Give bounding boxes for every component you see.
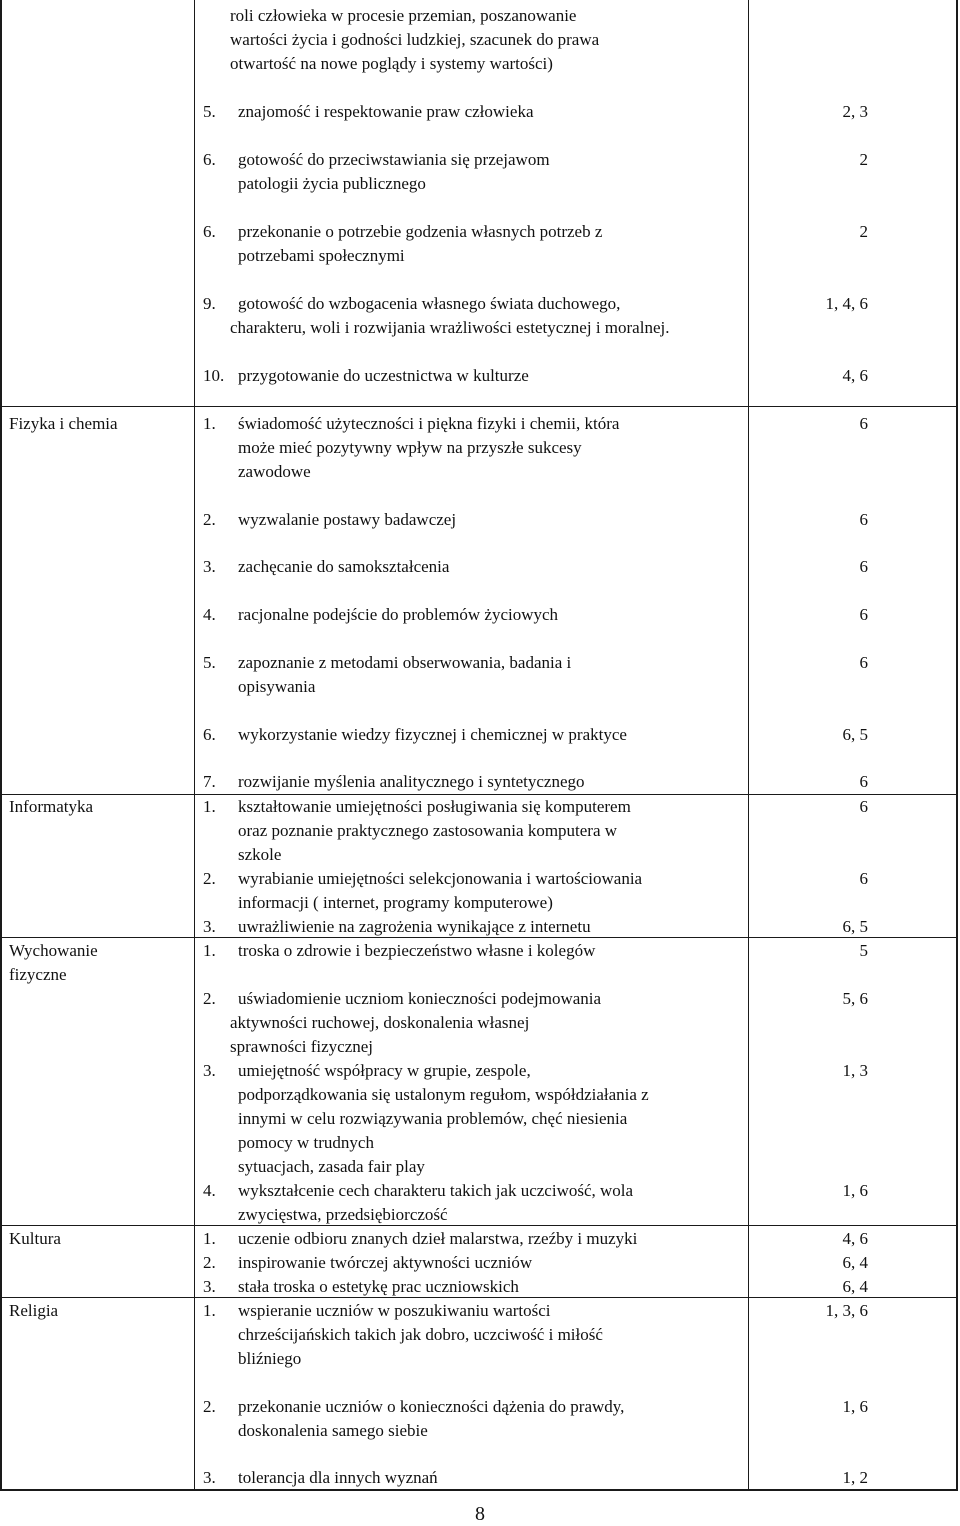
item-number: 2. bbox=[203, 869, 216, 888]
item-number: 6. bbox=[203, 725, 216, 744]
reference-value: 1, 3 bbox=[842, 1061, 868, 1080]
reference-value: 4, 6 bbox=[842, 366, 868, 385]
item-text: znajomość i respektowanie praw człowieka bbox=[238, 102, 534, 121]
reference-value: 6, 5 bbox=[842, 917, 868, 936]
table-border-right bbox=[956, 0, 958, 1490]
item-text: kształtowanie umiejętności posługiwania się komputerem bbox=[238, 797, 631, 816]
item-text: wartości życia i godności ludzkiej, szacunek do prawa bbox=[230, 30, 600, 49]
table-border-bottom bbox=[0, 1489, 958, 1491]
item-text: zawodowe bbox=[238, 462, 311, 481]
item-number: 2. bbox=[203, 989, 216, 1008]
item-number: 10. bbox=[203, 366, 225, 385]
item-text: opisywania bbox=[238, 677, 316, 696]
subject-label: Informatyka bbox=[9, 797, 94, 816]
item-number: 3. bbox=[203, 1468, 216, 1487]
item-number: 1. bbox=[203, 1229, 216, 1248]
item-number: 5. bbox=[203, 653, 216, 672]
item-text: przekonanie uczniów o konieczności dążenia do prawdy, bbox=[238, 1397, 625, 1416]
reference-value: 6 bbox=[859, 772, 868, 791]
reference-value: 1, 4, 6 bbox=[825, 294, 868, 313]
reference-value: 6 bbox=[859, 605, 868, 624]
item-text: gotowość do przeciwstawiania się przejawom bbox=[238, 150, 550, 169]
item-text: otwartość na nowe poglądy i systemy wartości) bbox=[230, 54, 553, 73]
item-text: świadomość użyteczności i piękna fizyki i chemii, która bbox=[238, 414, 620, 433]
item-text: patologii życia publicznego bbox=[238, 174, 426, 193]
item-number: 2. bbox=[203, 510, 216, 529]
item-text: może mieć pozytywny wpływ na przyszłe sukcesy bbox=[238, 438, 582, 457]
reference-value: 2 bbox=[859, 150, 868, 169]
item-text: wyzwalanie postawy badawczej bbox=[238, 510, 457, 529]
item-text: wykorzystanie wiedzy fizycznej i chemicznej w praktyce bbox=[238, 725, 627, 744]
reference-value: 1, 3, 6 bbox=[825, 1301, 868, 1320]
reference-value: 6, 5 bbox=[842, 725, 868, 744]
item-text: inspirowanie twórczej aktywności uczniów bbox=[238, 1253, 533, 1272]
item-number: 3. bbox=[203, 917, 216, 936]
row-divider-kultura bbox=[0, 1225, 958, 1226]
reference-value: 6, 4 bbox=[842, 1253, 868, 1272]
item-text: zapoznanie z metodami obserwowania, badania i bbox=[238, 653, 572, 672]
reference-value: 6 bbox=[859, 653, 868, 672]
item-number: 1. bbox=[203, 797, 216, 816]
reference-value: 1, 2 bbox=[842, 1468, 868, 1487]
item-text: stała troska o estetykę prac uczniowskich bbox=[238, 1277, 519, 1296]
item-number: 9. bbox=[203, 294, 216, 313]
item-number: 4. bbox=[203, 605, 216, 624]
item-number: 5. bbox=[203, 102, 216, 121]
item-text: wyrabianie umiejętności selekcjonowania i wartościowania bbox=[238, 869, 643, 888]
item-text: aktywności ruchowej, doskonalenia własnej bbox=[230, 1013, 530, 1032]
item-text: chrześcijańskich takich jak dobro, uczciwość i miłość bbox=[238, 1325, 603, 1344]
item-text: sprawności fizycznej bbox=[230, 1037, 374, 1056]
reference-value: 6 bbox=[859, 797, 868, 816]
item-number: 3. bbox=[203, 1061, 216, 1080]
reference-value: 6 bbox=[859, 869, 868, 888]
page-number: 8 bbox=[475, 1503, 485, 1525]
item-text: umiejętność współpracy w grupie, zespole, bbox=[238, 1061, 531, 1080]
reference-value: 6 bbox=[859, 414, 868, 433]
subject-label: Kultura bbox=[9, 1229, 61, 1248]
item-text: rozwijanie myślenia analitycznego i syntetycznego bbox=[238, 772, 585, 791]
reference-value: 2 bbox=[859, 222, 868, 241]
table-border-left bbox=[0, 0, 2, 1490]
item-text: zachęcanie do samokształcenia bbox=[238, 557, 450, 576]
item-text: potrzebami społecznymi bbox=[238, 246, 405, 265]
item-text: przygotowanie do uczestnictwa w kulturze bbox=[238, 366, 529, 385]
item-text: tolerancja dla innych wyznań bbox=[238, 1468, 438, 1487]
item-number: 6. bbox=[203, 222, 216, 241]
item-text: roli człowieka w procesie przemian, poszanowanie bbox=[230, 6, 577, 25]
item-text: uczenie odbioru znanych dzieł malarstwa, rzeźby i muzyki bbox=[238, 1229, 638, 1248]
reference-value: 1, 6 bbox=[842, 1397, 868, 1416]
reference-value: 5 bbox=[859, 941, 868, 960]
item-text: przekonanie o potrzebie godzenia własnych potrzeb z bbox=[238, 222, 603, 241]
item-text: doskonalenia samego siebie bbox=[238, 1421, 428, 1440]
item-text: szkole bbox=[238, 845, 282, 864]
item-number: 1. bbox=[203, 1301, 216, 1320]
subject-label: Religia bbox=[9, 1301, 59, 1320]
item-text: wspieranie uczniów w poszukiwaniu wartości bbox=[238, 1301, 551, 1320]
item-text: uwrażliwienie na zagrożenia wynikające z internetu bbox=[238, 917, 591, 936]
item-number: 3. bbox=[203, 1277, 216, 1296]
item-text: racjonalne podejście do problemów życiowych bbox=[238, 605, 559, 624]
item-text: troska o zdrowie i bezpieczeństwo własne i kolegów bbox=[238, 941, 596, 960]
item-text: charakteru, woli i rozwijania wrażliwości estetycznej i moralnej. bbox=[230, 318, 670, 337]
reference-value: 2, 3 bbox=[842, 102, 868, 121]
item-text: gotowość do wzbogacenia własnego świata duchowego, bbox=[238, 294, 621, 313]
reference-value: 1, 6 bbox=[842, 1181, 868, 1200]
item-text: oraz poznanie praktycznego zastosowania komputera w bbox=[238, 821, 618, 840]
item-text: uświadomienie uczniom konieczności podejmowania bbox=[238, 989, 602, 1008]
subject-label: Wychowanie bbox=[9, 941, 98, 960]
reference-value: 5, 6 bbox=[842, 989, 868, 1008]
item-number: 2. bbox=[203, 1253, 216, 1272]
item-number: 1. bbox=[203, 941, 216, 960]
item-text: bliźniego bbox=[238, 1349, 302, 1368]
item-number: 1. bbox=[203, 414, 216, 433]
table-column-divider-1 bbox=[194, 0, 195, 1490]
reference-value: 6 bbox=[859, 557, 868, 576]
reference-value: 6, 4 bbox=[842, 1277, 868, 1296]
item-text: sytuacjach, zasada fair play bbox=[238, 1157, 425, 1176]
item-number: 6. bbox=[203, 150, 216, 169]
item-text: podporządkowania się ustalonym regułom, współdziałania z bbox=[238, 1085, 649, 1104]
item-number: 3. bbox=[203, 557, 216, 576]
table-column-divider-2 bbox=[748, 0, 749, 1490]
item-number: 7. bbox=[203, 772, 216, 791]
item-text: zwycięstwa, przedsiębiorczość bbox=[238, 1205, 448, 1224]
item-text: wykształcenie cech charakteru takich jak uczciwość, wola bbox=[238, 1181, 634, 1200]
item-text: informacji ( internet, programy komputerowe) bbox=[238, 893, 553, 912]
item-number: 4. bbox=[203, 1181, 216, 1200]
reference-value: 4, 6 bbox=[842, 1229, 868, 1248]
item-text: pomocy w trudnych bbox=[238, 1133, 374, 1152]
item-number: 2. bbox=[203, 1397, 216, 1416]
row-divider-fizyka bbox=[0, 406, 958, 407]
subject-label: Fizyka i chemia bbox=[9, 414, 118, 433]
reference-value: 6 bbox=[859, 510, 868, 529]
item-text: innymi w celu rozwiązywania problemów, chęć niesienia bbox=[238, 1109, 628, 1128]
subject-label: fizyczne bbox=[9, 965, 67, 984]
